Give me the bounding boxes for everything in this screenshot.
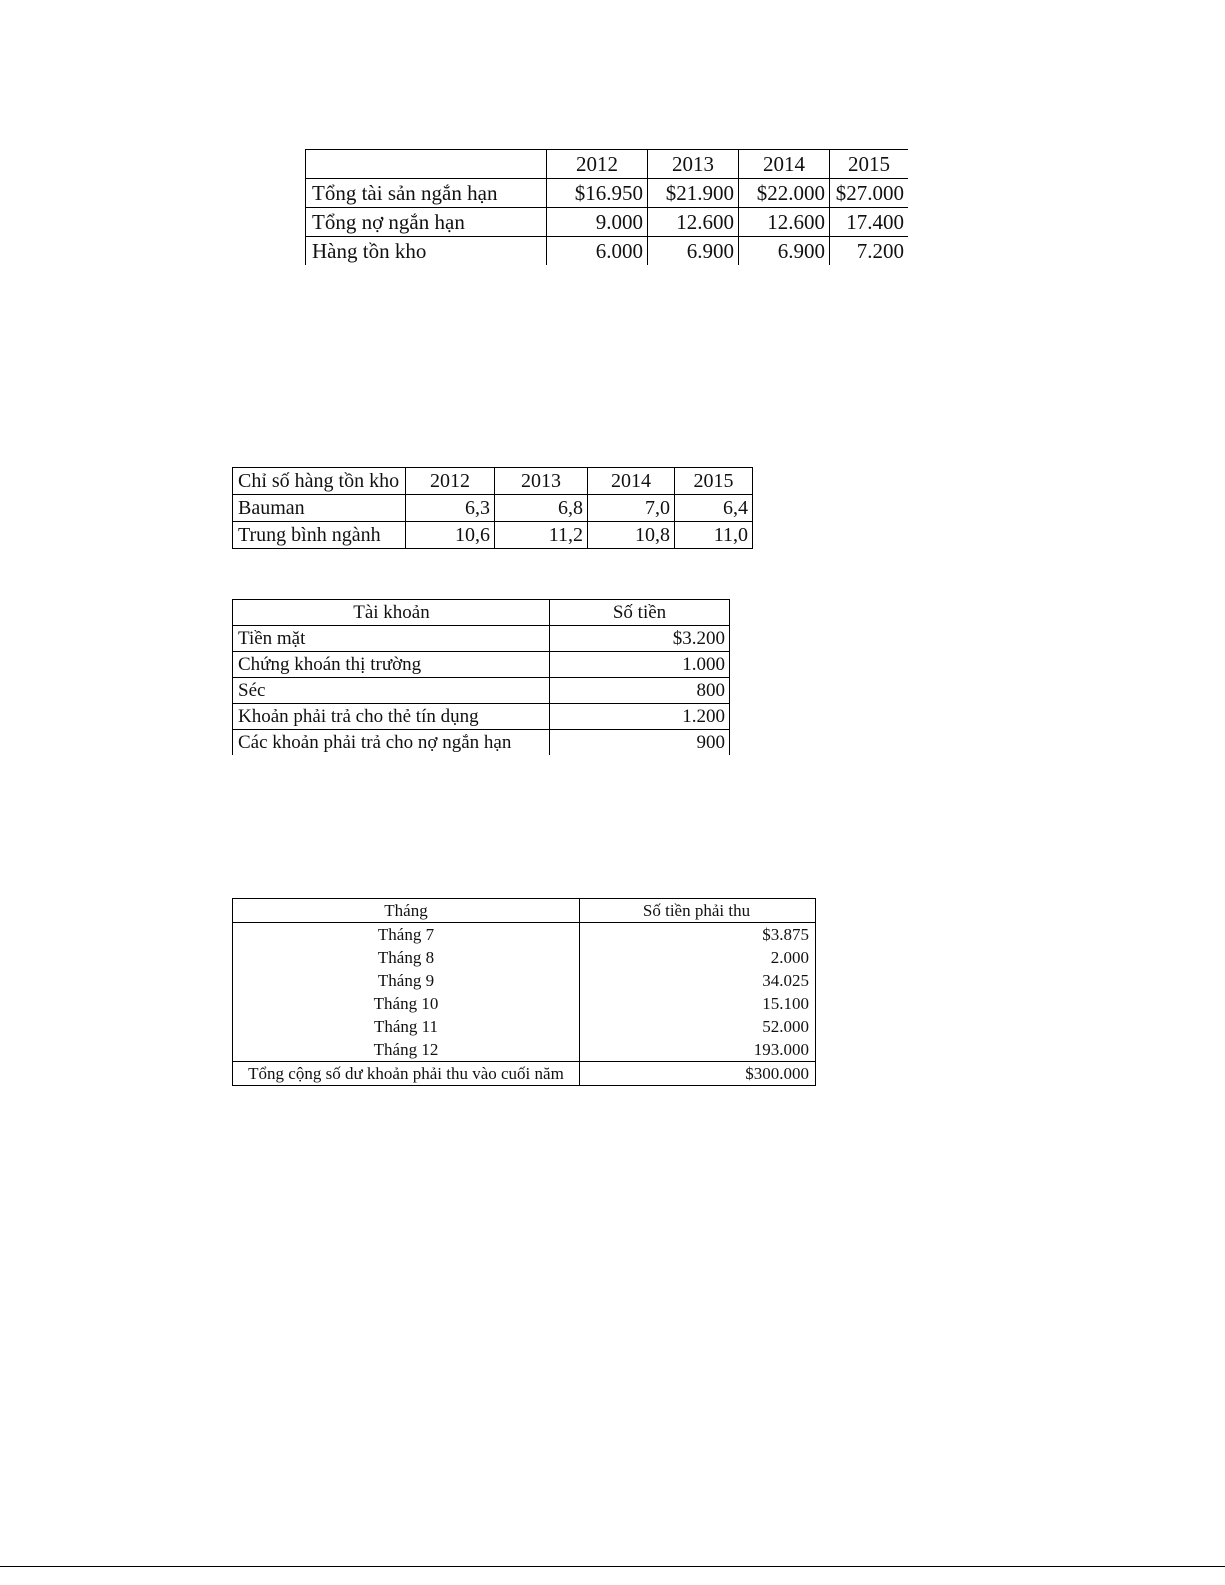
table-row	[233, 730, 730, 756]
total-amount: $300.000	[580, 1062, 816, 1086]
table-cell: $22.000	[739, 179, 830, 208]
table-header-row	[233, 899, 816, 923]
row-label: Tổng nợ ngắn hạn	[306, 208, 547, 237]
table-cell: 17.400	[830, 208, 909, 237]
header-cell: 2012	[406, 468, 495, 495]
row-label: Tổng tài sản ngắn hạn	[306, 179, 547, 208]
inventory-turnover-table	[232, 467, 753, 549]
table-cell: 9.000	[547, 208, 648, 237]
table-header-row	[233, 468, 753, 495]
month-cell: Tháng 7	[233, 923, 580, 947]
table-cell: 6.900	[648, 237, 739, 266]
amount-cell: 1.000	[550, 652, 730, 678]
table-row	[233, 946, 816, 969]
amount-cell: 800	[550, 678, 730, 704]
table-cell: 7,0	[588, 495, 675, 522]
amount-cell: 900	[550, 730, 730, 756]
header-cell: 2013	[648, 150, 739, 179]
accounts-table	[232, 599, 730, 755]
table-cell: 6,8	[495, 495, 588, 522]
amount-cell: 193.000	[580, 1038, 816, 1062]
header-cell	[306, 150, 547, 179]
header-cell: 2012	[547, 150, 648, 179]
account-cell: Tiền mặt	[233, 626, 550, 652]
total-label: Tổng cộng số dư khoản phải thu vào cuối năm	[233, 1062, 580, 1086]
table-cell: 11,0	[675, 522, 753, 549]
table-row	[233, 1038, 816, 1062]
month-cell: Tháng 12	[233, 1038, 580, 1062]
table-row	[233, 626, 730, 652]
month-cell: Tháng 10	[233, 992, 580, 1015]
table-cell: 12.600	[648, 208, 739, 237]
table-cell: $16.950	[547, 179, 648, 208]
total-row	[233, 1062, 816, 1086]
table-cell: 6,3	[406, 495, 495, 522]
table-header-row	[306, 150, 909, 179]
amount-cell: 1.200	[550, 704, 730, 730]
table-row	[233, 678, 730, 704]
header-cell: Số tiền phải thu	[580, 899, 816, 923]
table-cell: 10,6	[406, 522, 495, 549]
header-cell: 2013	[495, 468, 588, 495]
table-cell: 10,8	[588, 522, 675, 549]
table-header-row	[233, 600, 730, 626]
header-cell: Tháng	[233, 899, 580, 923]
header-cell: Tài khoản	[233, 600, 550, 626]
account-cell: Séc	[233, 678, 550, 704]
header-cell: 2015	[675, 468, 753, 495]
table-cell: 6,4	[675, 495, 753, 522]
amount-cell: 52.000	[580, 1015, 816, 1038]
table-cell: 7.200	[830, 237, 909, 266]
header-cell: 2014	[739, 150, 830, 179]
header-cell: Chỉ số hàng tồn kho	[233, 468, 406, 495]
month-cell: Tháng 8	[233, 946, 580, 969]
amount-cell: $3.875	[580, 923, 816, 947]
account-cell: Khoản phải trả cho thẻ tín dụng	[233, 704, 550, 730]
table-row	[233, 522, 753, 549]
table-row	[233, 704, 730, 730]
table-cell: $27.000	[830, 179, 909, 208]
receivables-table	[232, 898, 816, 1086]
header-cell: Số tiền	[550, 600, 730, 626]
table-row	[233, 969, 816, 992]
row-label: Trung bình ngành	[233, 522, 406, 549]
current-assets-table	[305, 149, 908, 265]
table-row	[233, 1015, 816, 1038]
table-row	[233, 652, 730, 678]
table-cell: 12.600	[739, 208, 830, 237]
month-cell: Tháng 11	[233, 1015, 580, 1038]
header-cell: 2014	[588, 468, 675, 495]
amount-cell: 34.025	[580, 969, 816, 992]
table-row	[233, 992, 816, 1015]
table-cell: 6.000	[547, 237, 648, 266]
account-cell: Các khoản phải trả cho nợ ngắn hạn	[233, 730, 550, 756]
table-row	[233, 923, 816, 947]
amount-cell: 2.000	[580, 946, 816, 969]
table-row	[306, 237, 909, 266]
table-row	[233, 495, 753, 522]
amount-cell: $3.200	[550, 626, 730, 652]
row-label: Bauman	[233, 495, 406, 522]
row-label: Hàng tồn kho	[306, 237, 547, 266]
header-cell: 2015	[830, 150, 909, 179]
month-cell: Tháng 9	[233, 969, 580, 992]
table-cell: $21.900	[648, 179, 739, 208]
account-cell: Chứng khoán thị trường	[233, 652, 550, 678]
table-cell: 11,2	[495, 522, 588, 549]
table-row	[306, 208, 909, 237]
table-row	[306, 179, 909, 208]
amount-cell: 15.100	[580, 992, 816, 1015]
table-cell: 6.900	[739, 237, 830, 266]
page-bottom-rule	[0, 1566, 1225, 1567]
